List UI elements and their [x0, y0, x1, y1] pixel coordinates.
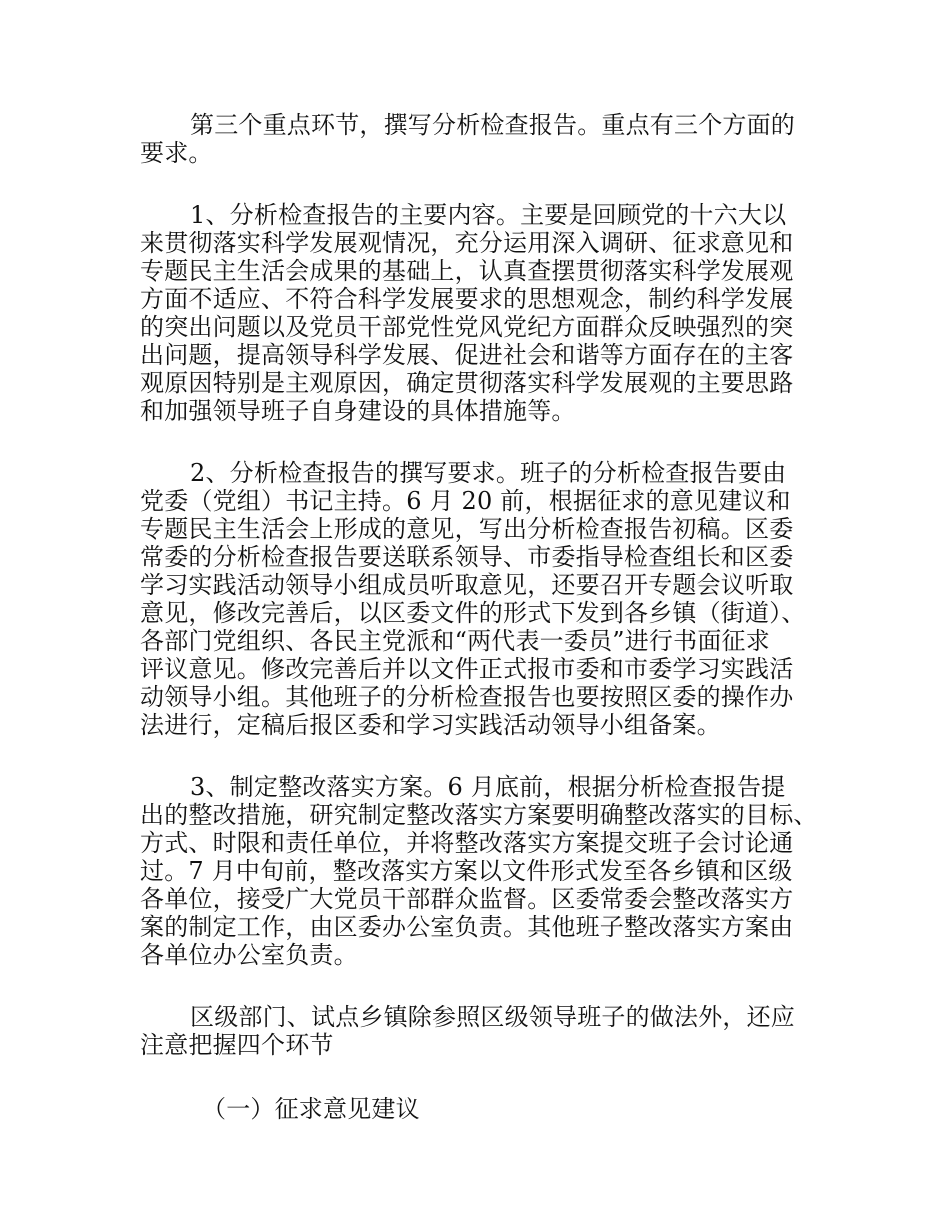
paragraph-line: 1、分析检查报告的主要内容。主要是回顾党的十六大以 — [190, 201, 787, 229]
paragraph-line: 注意把握四个环节 — [140, 1031, 334, 1059]
paragraph-line: 方面不适应、不符合科学发展要求的思想观念，制约科学发展 — [140, 285, 794, 313]
paragraph-line: 的突出问题以及党员干部党性党风党纪方面群众反映强烈的突 — [140, 313, 794, 341]
paragraph-line: 过。7 月中旬前，整改落实方案以文件形式发至各乡镇和区级 — [140, 857, 793, 885]
paragraph-line: 第三个重点环节，撰写分析检查报告。重点有三个方面的 — [190, 111, 795, 139]
paragraph-line: 评议意见。修改完善后并以文件正式报市委和市委学习实践活 — [140, 655, 794, 683]
paragraph-line: 专题民主生活会上形成的意见，写出分析检查报告初稿。区委 — [140, 515, 794, 543]
paragraph-line: 出的整改措施，研究制定整改落实方案要明确整改落实的目标、 — [140, 801, 818, 829]
paragraph-line: 和加强领导班子自身建设的具体措施等。 — [140, 397, 576, 425]
paragraph-line: 各部门党组织、各民主党派和“两代表一委员”进行书面征求 — [140, 627, 770, 655]
section-heading-text: （一）征求意见建议 — [202, 1095, 420, 1123]
paragraph-line: 各单位办公室负责。 — [140, 941, 358, 969]
paragraph-line: 专题民主生活会成果的基础上，认真查摆贯彻落实科学发展观 — [140, 257, 794, 285]
paragraph-line: 学习实践活动领导小组成员听取意见，还要召开专题会议听取 — [140, 571, 794, 599]
paragraph-line: 来贯彻落实科学发展观情况，充分运用深入调研、征求意见和 — [140, 229, 794, 257]
paragraph-line: 区级部门、试点乡镇除参照区级领导班子的做法外，还应 — [190, 1003, 795, 1031]
paragraph-line: 出问题，提高领导科学发展、促进社会和谐等方面存在的主客 — [140, 341, 794, 369]
paragraph-line: 3、制定整改落实方案。6 月底前，根据分析检查报告提 — [190, 773, 786, 801]
paragraph-line: 法进行，定稿后报区委和学习实践活动领导小组备案。 — [140, 711, 721, 739]
paragraph-line: 案的制定工作，由区委办公室负责。其他班子整改落实方案由 — [140, 913, 794, 941]
document-body — [140, 111, 818, 1157]
paragraph-line: 方式、时限和责任单位，并将整改落实方案提交班子会讨论通 — [140, 829, 794, 857]
section-heading — [140, 1095, 812, 1123]
paragraph-2 — [140, 201, 812, 425]
paragraph-line: 观原因特别是主观原因，确定贯彻落实科学发展观的主要思路 — [140, 369, 794, 397]
paragraph-3 — [140, 459, 812, 739]
paragraph-line: 2、分析检查报告的撰写要求。班子的分析检查报告要由 — [190, 459, 787, 487]
paragraph-1 — [140, 111, 812, 167]
paragraph-line: 意见，修改完善后，以区委文件的形式下发到各乡镇（街道）、 — [140, 599, 806, 627]
paragraph-line: 动领导小组。其他班子的分析检查报告也要按照区委的操作办 — [140, 683, 794, 711]
paragraph-line: 要求。 — [140, 139, 213, 167]
paragraph-line: 各单位，接受广大党员干部群众监督。区委常委会整改落实方 — [140, 885, 794, 913]
paragraph-line: 常委的分析检查报告要送联系领导、市委指导检查组长和区委 — [140, 543, 794, 571]
paragraph-5 — [140, 1003, 812, 1059]
paragraph-line: 党委（党组）书记主持。6 月 20 前，根据征求的意见建议和 — [140, 487, 791, 515]
paragraph-4 — [140, 773, 818, 969]
